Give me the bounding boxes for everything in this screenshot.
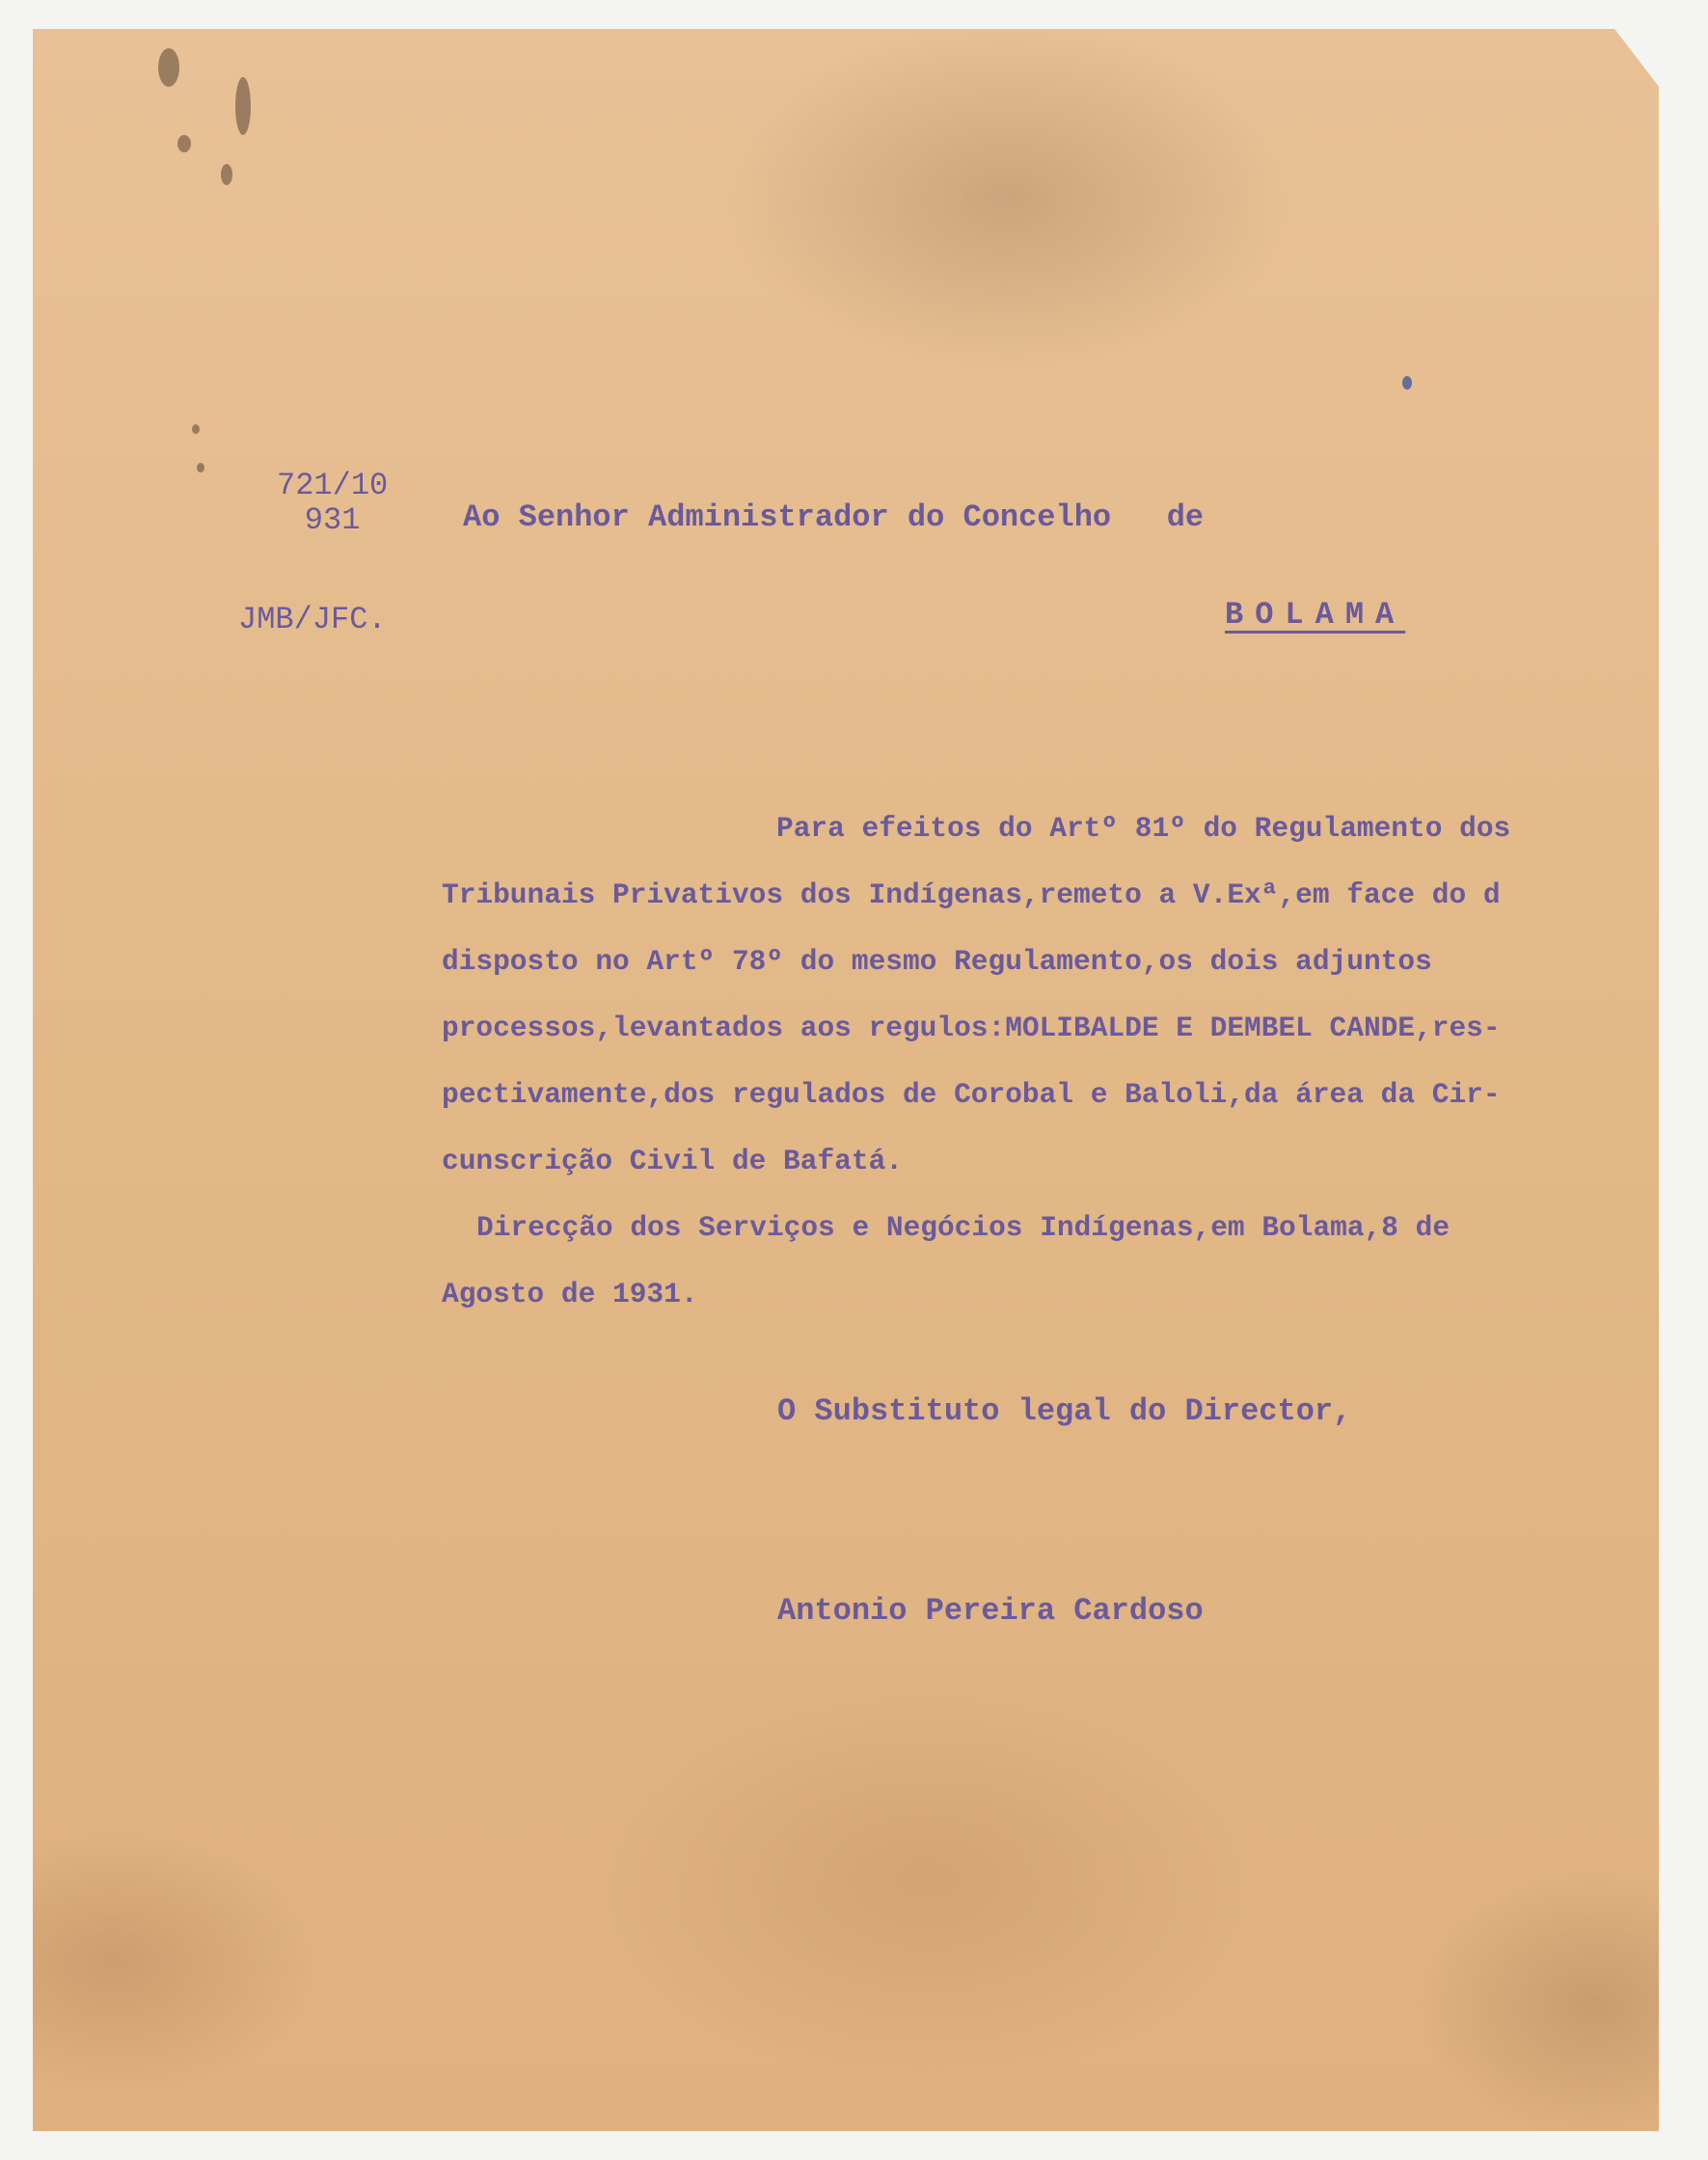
body-line: processos,levantados aos regulos:MOLIBALDE E DEMBEL CANDE,res- [442,1012,1501,1044]
ink-stain [221,164,232,185]
body-line: disposto no Artº 78º do mesmo Regulamento,os dois adjuntos [442,945,1432,978]
reference-number-year: 931 [304,502,361,538]
letter-body [442,796,1657,1328]
recipient-line: Ao Senhor Administrador do Concelho de [463,500,1205,535]
body-line: pectivamente,dos regulados de Corobal e Baloli,da área da Cir- [442,1078,1501,1111]
ink-stain [177,135,191,152]
typist-initials: JMB/JFC. [238,602,387,637]
ink-stain [192,424,200,434]
ink-stain [158,48,179,87]
ink-stain [197,463,204,472]
ink-stain [1402,376,1412,390]
body-line: Agosto de 1931. [442,1278,698,1310]
signatory-name: Antonio Pereira Cardoso [777,1593,1204,1629]
body-line: Para efeitos do Artº 81º do Regulamento dos [776,812,1511,845]
reference-number [277,469,388,538]
recipient-place: BOLAMA [1225,597,1406,633]
body-line: cunscrição Civil de Bafatá. [442,1145,903,1177]
closing-line: O Substituto legal do Director, [777,1393,1352,1429]
ink-stain [235,77,251,135]
body-line: Tribunais Privativos dos Indígenas,remeto a V.Exª,em face do d [442,878,1501,911]
body-line: Direcção dos Serviços e Negócios Indígenas,em Bolama,8 de [476,1211,1450,1244]
reference-number-main: 721/10 [277,468,389,503]
